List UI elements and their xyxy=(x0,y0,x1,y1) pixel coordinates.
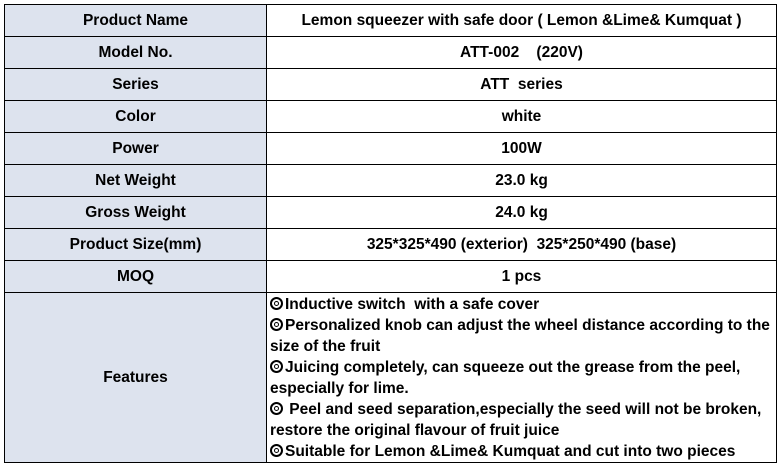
features-list xyxy=(267,293,777,463)
spec-row-color xyxy=(5,101,777,133)
spec-label: Net Weight xyxy=(5,165,267,197)
feature-text: Suitable for Lemon &Lime& Kumquat and cut into two pieces xyxy=(285,443,736,460)
spec-value: 1 pcs xyxy=(267,261,777,293)
feature-item xyxy=(270,315,772,357)
spec-label: Gross Weight xyxy=(5,197,267,229)
spec-row-power xyxy=(5,133,777,165)
spec-row-series xyxy=(5,69,777,101)
spec-row-features xyxy=(5,293,777,463)
product-spec-table xyxy=(4,4,777,463)
spec-value: 100W xyxy=(267,133,777,165)
spec-label: Product Name xyxy=(5,5,267,37)
spec-value: ATT series xyxy=(267,69,777,101)
feature-text: Personalized knob can adjust the wheel distance according to the size of the fruit xyxy=(270,317,770,355)
spec-label: Color xyxy=(5,101,267,133)
spec-row-gross-weight xyxy=(5,197,777,229)
feature-item xyxy=(270,441,772,462)
spec-label: Series xyxy=(5,69,267,101)
spec-label: Product Size(mm) xyxy=(5,229,267,261)
spec-value: 23.0 kg xyxy=(267,165,777,197)
double-circle-bullet-icon xyxy=(270,444,283,457)
feature-text: Peel and seed separation,especially the seed will not be broken, restore the original flavour of fruit juice xyxy=(270,401,766,439)
spec-row-model-no xyxy=(5,37,777,69)
spec-label: Power xyxy=(5,133,267,165)
spec-value: Lemon squeezer with safe door ( Lemon &Lime& Kumquat ) xyxy=(267,5,777,37)
double-circle-bullet-icon xyxy=(270,297,283,310)
feature-item xyxy=(270,399,772,441)
double-circle-bullet-icon xyxy=(270,318,283,331)
spec-value: ATT-002 (220V) xyxy=(267,37,777,69)
spec-row-product-name xyxy=(5,5,777,37)
double-circle-bullet-icon xyxy=(270,360,283,373)
spec-label: Model No. xyxy=(5,37,267,69)
feature-item xyxy=(270,294,772,315)
spec-row-moq xyxy=(5,261,777,293)
spec-value: white xyxy=(267,101,777,133)
spec-value: 325*325*490 (exterior) 325*250*490 (base) xyxy=(267,229,777,261)
spec-value: 24.0 kg xyxy=(267,197,777,229)
feature-text: Inductive switch with a safe cover xyxy=(285,296,540,313)
double-circle-bullet-icon xyxy=(270,402,283,415)
spec-label: MOQ xyxy=(5,261,267,293)
features-label: Features xyxy=(5,293,267,463)
spec-row-product-size xyxy=(5,229,777,261)
spec-row-net-weight xyxy=(5,165,777,197)
feature-item xyxy=(270,357,772,399)
feature-text: Juicing completely, can squeeze out the grease from the peel, especially for lime. xyxy=(270,359,741,397)
